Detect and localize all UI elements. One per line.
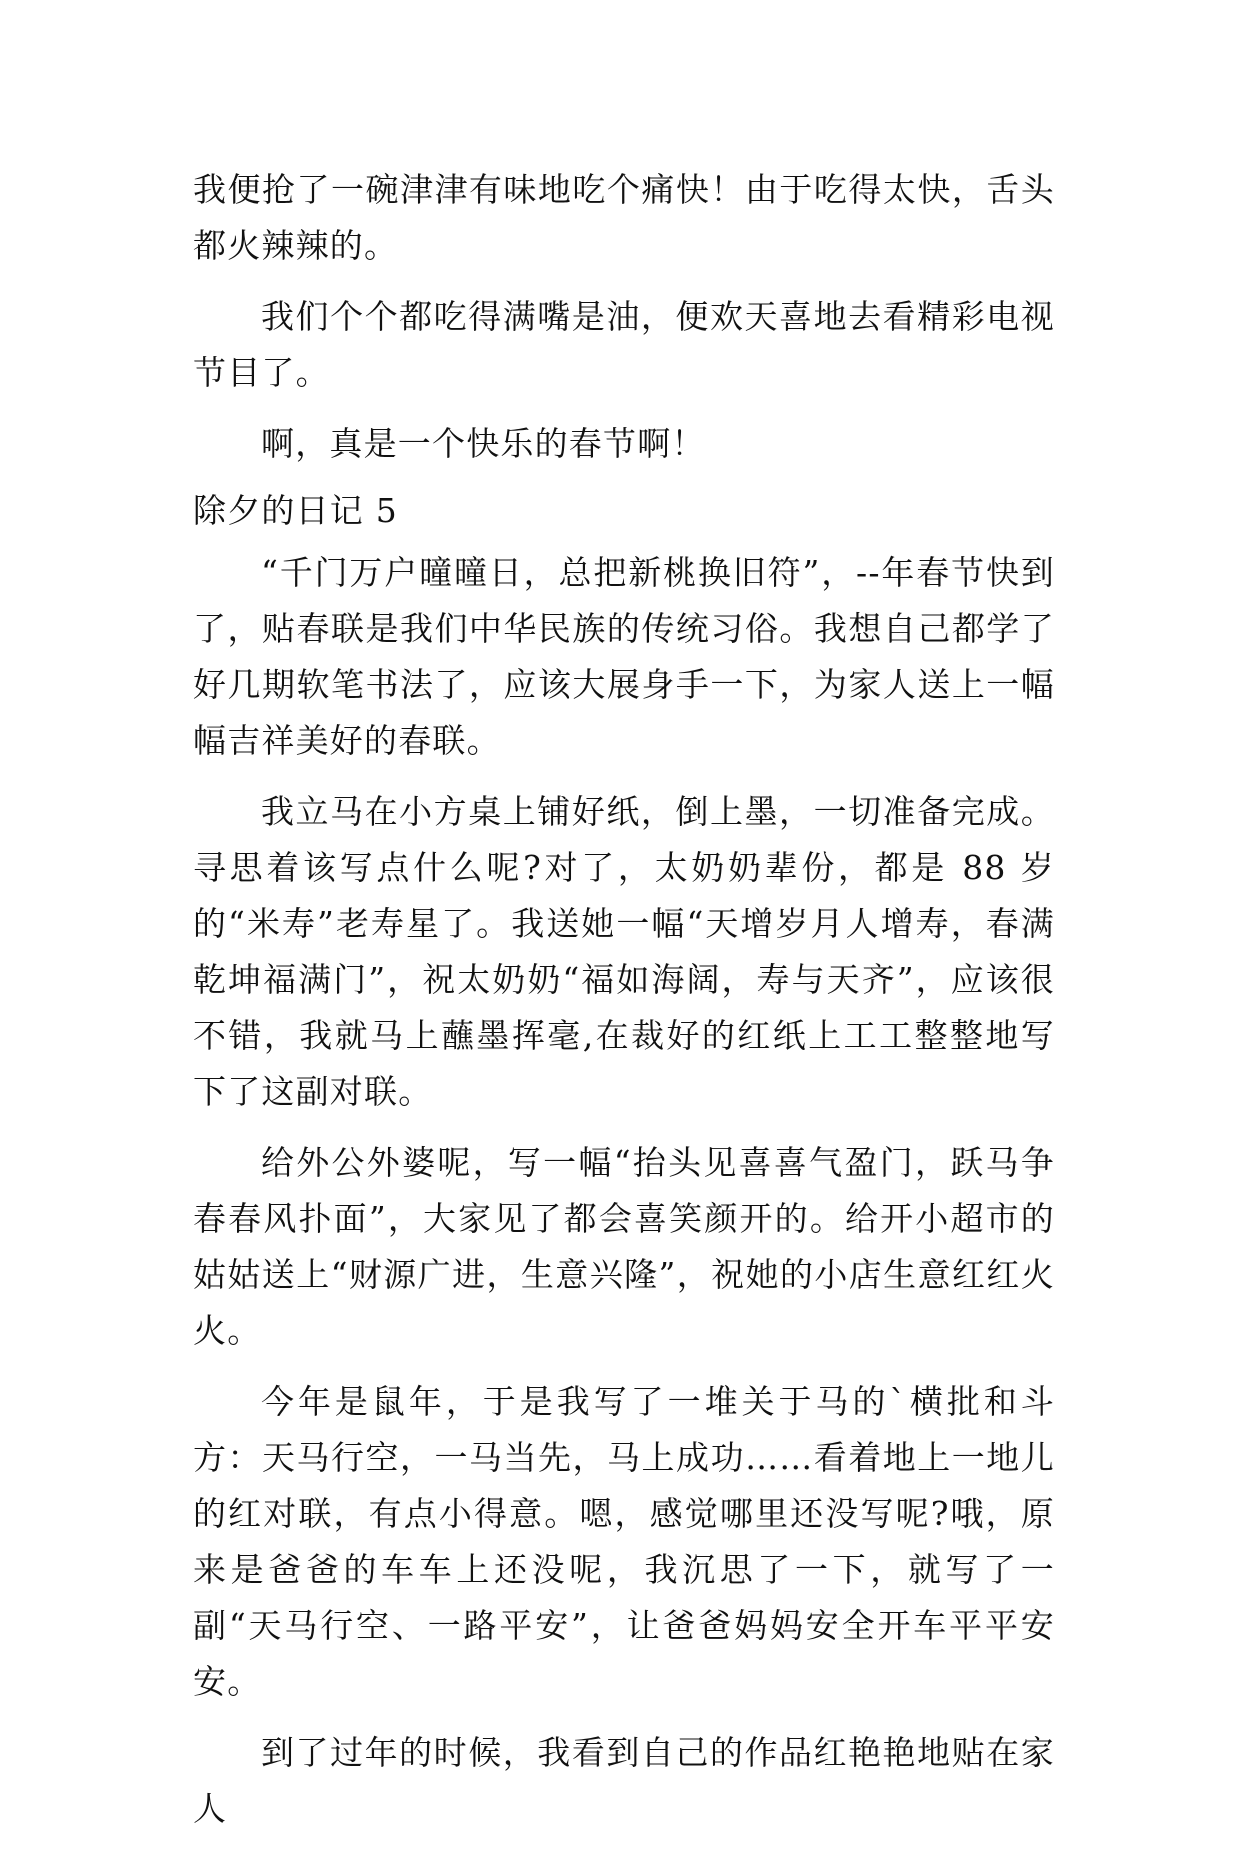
paragraph: 啊，真是一个快乐的春节啊！ xyxy=(261,424,706,463)
paragraph: “千门万户曈曈日，总把新桃换旧符”，--年春节快到了，贴春联是我们中华民族的传统习俗。我想自己都学了好几期软笔书法了，应该大展身手一下，为家人送上一幅幅吉祥美好的春联。 xyxy=(193,553,1055,760)
paragraph: 给外公外婆呢，写一幅“抬头见喜喜气盈门，跃马争春春风扑面”，大家见了都会喜笑颜开的。给开小超市的姑姑送上“财源广进，生意兴隆”，祝她的小店生意红红火火。 xyxy=(193,1143,1055,1350)
document-body xyxy=(193,162,1055,1852)
paragraph: 我们个个都吃得满嘴是油，便欢天喜地去看精彩电视节目了。 xyxy=(193,297,1055,392)
paragraph: 我立马在小方桌上铺好纸，倒上墨，一切准备完成。寻思着该写点什么呢?对了，太奶奶辈份，都是 88 岁的“米寿”老寿星了。我送她一幅“天增岁月人增寿，春满乾坤福满门”，祝太奶奶“福如海阔，寿与天齐”，应该很不错，我就马上蘸墨挥毫,在裁好的红纸上工工整整地写下了这副对联。 xyxy=(193,792,1055,1111)
paragraph: 到了过年的时候，我看到自己的作品红艳艳地贴在家人 xyxy=(193,1733,1055,1828)
paragraph: 今年是鼠年，于是我写了一堆关于马的`横批和斗方：天马行空，一马当先，马上成功……看着地上一地儿的红对联，有点小得意。嗯，感觉哪里还没写呢?哦，原来是爸爸的车车上还没呢，我沉思了一下，就写了一副“天马行空、一路平安”，让爸爸妈妈安全开车平平安安。 xyxy=(193,1382,1055,1701)
section-heading: 除夕的日记 5 xyxy=(193,491,398,530)
paragraph: 我便抢了一碗津津有味地吃个痛快！由于吃得太快，舌头都火辣辣的。 xyxy=(193,170,1055,265)
